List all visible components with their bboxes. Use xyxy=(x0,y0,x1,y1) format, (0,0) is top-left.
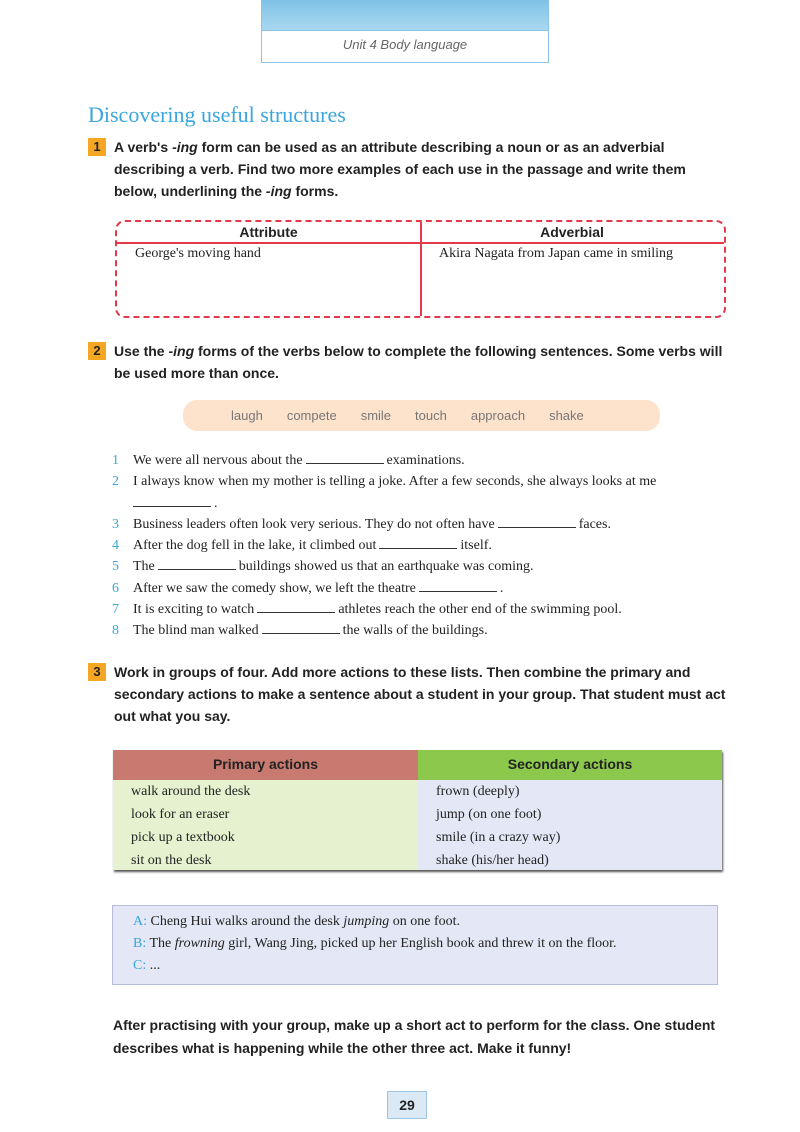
banner-image xyxy=(262,0,548,31)
sentence-number: 4 xyxy=(112,538,119,554)
list-item: walk around the desk xyxy=(131,784,251,799)
text: After we saw the comedy show, we left the theatre xyxy=(133,580,416,596)
word: compete xyxy=(286,408,337,423)
word-box xyxy=(183,400,660,431)
speaker-label: C: xyxy=(133,958,147,973)
word: smile xyxy=(360,408,392,423)
answer-blank[interactable] xyxy=(257,600,335,613)
sentence-number: 6 xyxy=(112,580,119,596)
sentence-number: 2 xyxy=(112,474,119,490)
text: forms of the verbs below to complete the following sentences. Some verbs will be used more than once. xyxy=(114,343,723,381)
text: itself. xyxy=(460,538,492,554)
answer-blank[interactable] xyxy=(306,451,384,464)
text: After the dog fell in the lake, it climbed out xyxy=(133,538,377,554)
answer-blank[interactable] xyxy=(262,621,340,634)
text: We were all nervous about the xyxy=(133,453,303,468)
text: . xyxy=(499,580,504,596)
word: laugh xyxy=(231,408,263,423)
text-em: -ing xyxy=(172,139,198,155)
dialogue-line xyxy=(133,955,717,977)
text: form can be used as an attribute describing a noun or as an adverbial describing a verb. Find two more examples of each use in the passage and write them below, underlining the xyxy=(114,139,686,199)
final-instructions: After practising with your group, make up a short act to perform for the class. One student describes what is happening while the other three act. Make it funny! xyxy=(113,1017,716,1056)
text-em: -ing xyxy=(168,343,195,359)
text: on one foot. xyxy=(389,914,461,929)
list-item: jump (on one foot) xyxy=(436,807,542,822)
exercise-number: 1 xyxy=(88,138,106,156)
exercise-1-instructions xyxy=(88,136,728,202)
attribute-adverbial-table xyxy=(115,220,726,318)
table-cell: George's moving hand xyxy=(135,246,261,261)
secondary-actions-list xyxy=(418,780,722,870)
column-header: Attribute xyxy=(239,224,298,240)
exercise-3-instructions xyxy=(88,661,728,727)
sentence-number: 3 xyxy=(112,516,119,532)
text: buildings showed us that an earthquake was coming. xyxy=(238,559,534,575)
word: approach xyxy=(470,408,526,423)
list-item: frown (deeply) xyxy=(436,784,520,799)
text: examinations. xyxy=(386,453,465,468)
text: forms. xyxy=(291,183,339,199)
sentence xyxy=(112,599,732,620)
dialogue-line xyxy=(133,933,717,955)
sentence-number: 7 xyxy=(112,602,119,618)
speaker-label: B: xyxy=(133,936,147,951)
sentence xyxy=(112,620,732,641)
speaker-label: A: xyxy=(133,914,147,929)
text-em: -ing xyxy=(265,183,292,199)
divider xyxy=(420,222,422,316)
text-em: jumping xyxy=(343,914,390,929)
sentence-list xyxy=(112,450,732,642)
sentence-number: 8 xyxy=(112,623,119,639)
column-header: Primary actions xyxy=(113,750,418,780)
exercise-number: 3 xyxy=(88,663,106,681)
exercise-2-instructions xyxy=(88,340,728,384)
answer-blank[interactable] xyxy=(419,579,497,592)
column-header: Secondary actions xyxy=(418,750,722,780)
text: girl, Wang Jing, picked up her English book and threw it on the floor. xyxy=(224,936,617,951)
sentence-continuation xyxy=(112,493,732,514)
sentence-number: 5 xyxy=(112,559,119,575)
text: ... xyxy=(146,958,161,973)
text: Use the xyxy=(114,343,169,359)
text: Cheng Hui walks around the desk xyxy=(147,914,344,929)
text: faces. xyxy=(578,516,611,532)
sentence xyxy=(112,578,732,599)
list-item: smile (in a crazy way) xyxy=(436,830,561,845)
section-title: Discovering useful structures xyxy=(88,102,346,127)
text: Work in groups of four. Add more actions to these lists. Then combine the primary and secondary actions to make a sentence about a student in your group. That student must act out what you say. xyxy=(114,664,726,724)
list-item: shake (his/her head) xyxy=(436,853,549,868)
text: the walls of the buildings. xyxy=(342,623,488,639)
unit-banner xyxy=(261,0,549,63)
sentence-number: 1 xyxy=(112,453,119,468)
text: It is exciting to watch xyxy=(133,602,255,618)
text: The xyxy=(133,559,155,575)
answer-blank[interactable] xyxy=(133,494,211,507)
answer-blank[interactable] xyxy=(498,515,576,528)
sentence xyxy=(112,450,732,471)
answer-blank[interactable] xyxy=(379,536,457,549)
actions-table xyxy=(113,750,722,870)
sentence xyxy=(112,514,732,535)
exercise-number: 2 xyxy=(88,342,106,360)
text-em: frowning xyxy=(174,936,225,951)
list-item: sit on the desk xyxy=(131,853,212,868)
dialogue-line xyxy=(133,911,717,933)
text: Business leaders often look very serious. They do not often have xyxy=(133,516,495,532)
page-number: 29 xyxy=(387,1091,427,1119)
text: A verb's xyxy=(114,139,173,155)
text: The blind man walked xyxy=(133,623,259,639)
sentence xyxy=(112,535,732,556)
primary-actions-list xyxy=(113,780,418,870)
text: The xyxy=(146,936,175,951)
sentence xyxy=(112,471,732,492)
word: touch xyxy=(415,408,447,423)
list-item: pick up a textbook xyxy=(131,830,235,845)
text: athletes reach the other end of the swimming pool. xyxy=(338,602,622,618)
text: I always know when my mother is telling a joke. After a few seconds, she always looks at me xyxy=(133,474,657,490)
answer-blank[interactable] xyxy=(158,557,236,570)
sentence xyxy=(112,556,732,577)
word: shake xyxy=(549,408,584,423)
column-header: Adverbial xyxy=(540,224,604,240)
text: . xyxy=(214,495,218,511)
table-cell: Akira Nagata from Japan came in smiling xyxy=(439,246,674,261)
list-item: look for an eraser xyxy=(131,807,230,822)
unit-title: Unit 4 Body language xyxy=(342,37,468,52)
example-dialogue-box xyxy=(112,905,718,985)
